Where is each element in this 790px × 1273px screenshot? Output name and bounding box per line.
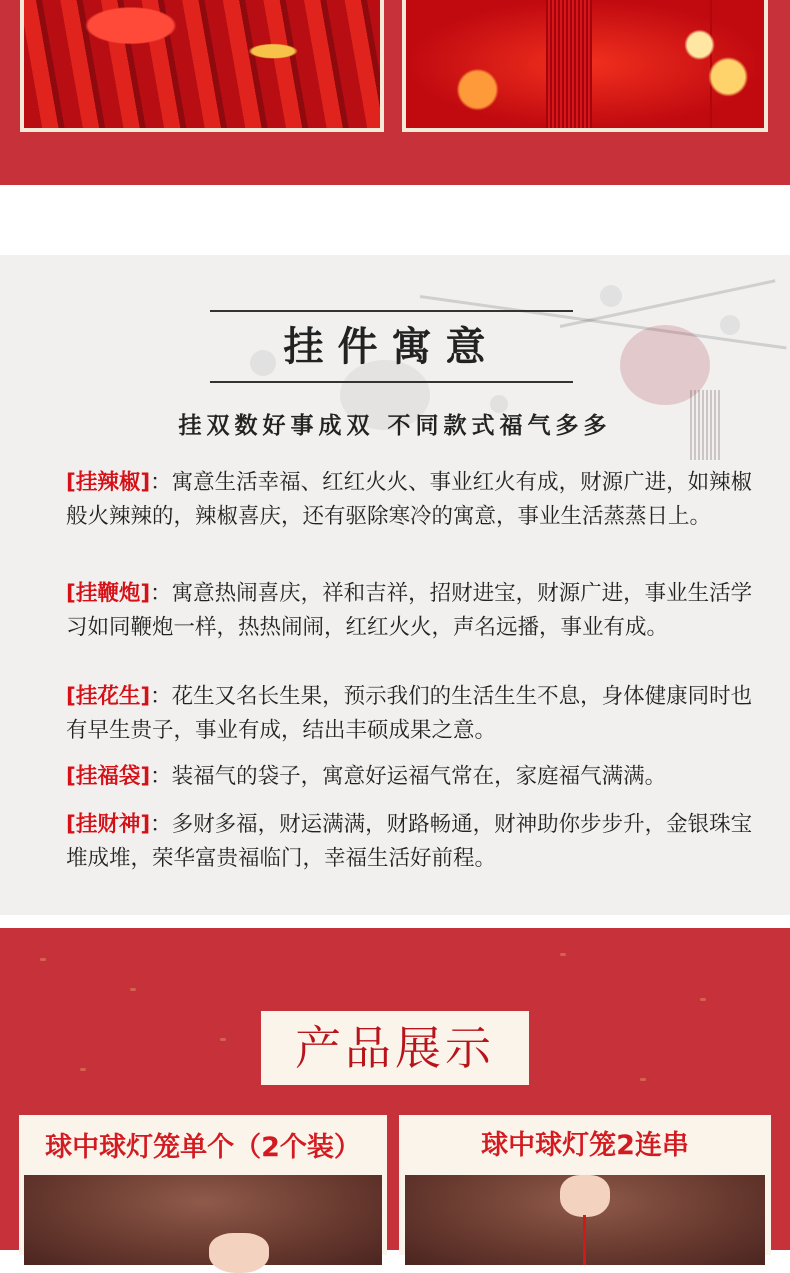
entry-tag: [挂鞭炮] bbox=[66, 581, 151, 606]
showcase-title: 产品展示 bbox=[295, 1021, 495, 1075]
entry-tag: [挂辣椒] bbox=[66, 470, 151, 495]
meaning-entry-peanut bbox=[66, 680, 756, 748]
entry-text: ：多财多福，财运满满，财路畅通，财神助你步步升，金银珠宝堆成堆，荣华富贵福临门，幸福生活好前程。 bbox=[66, 812, 753, 871]
hand-image bbox=[560, 1175, 610, 1217]
entry-tag: [挂财神] bbox=[66, 812, 151, 837]
gold-fleck-decoration bbox=[640, 1078, 646, 1081]
section-heading: 挂件寓意 bbox=[283, 323, 500, 370]
heading-rule-top bbox=[210, 310, 573, 312]
gold-fleck-decoration bbox=[700, 998, 706, 1001]
plum-blossom-decoration bbox=[720, 315, 740, 335]
entry-text: ：花生又名长生果，预示我们的生活生生不息，身体健康同时也有早生贵子，事业有成，结出丰硕成果之意。 bbox=[66, 684, 753, 743]
gold-fleck-decoration bbox=[40, 958, 46, 961]
gold-fleck-decoration bbox=[560, 953, 566, 956]
product-card-single[interactable] bbox=[19, 1115, 387, 1255]
meaning-entry-pepper bbox=[66, 466, 756, 534]
tassel-strands bbox=[546, 0, 592, 128]
section-subheading: 挂双数好事成双 不同款式福气多多 bbox=[178, 412, 612, 439]
product-photo bbox=[24, 1175, 382, 1265]
meaning-entry-wealth-god bbox=[66, 808, 756, 876]
entry-text: ：寓意生活幸福、红红火火、事业红火有成，财源广进，如辣椒般火辣辣的，辣椒喜庆，还有驱除寒冷的寓意，事业生活蒸蒸日上。 bbox=[66, 470, 753, 529]
top-red-band bbox=[0, 0, 790, 185]
entry-text: ：装福气的袋子，寓意好运福气常在，家庭福气满满。 bbox=[150, 764, 667, 789]
gold-fleck-decoration bbox=[220, 1038, 226, 1041]
hand-image bbox=[209, 1233, 269, 1273]
product-label: 球中球灯笼单个（2个装） bbox=[45, 1132, 361, 1163]
entry-tag: [挂花生] bbox=[66, 684, 151, 709]
meaning-entry-lucky-bag bbox=[66, 760, 756, 794]
entry-text: ：寓意热闹喜庆，祥和吉祥，招财进宝，财源广进，事业生活学习如同鞭炮一样，热热闹闹，红红火火，声名远播，事业有成。 bbox=[66, 581, 753, 640]
product-label: 球中球灯笼2连串 bbox=[481, 1130, 689, 1161]
gold-fleck-decoration bbox=[80, 1068, 86, 1071]
red-cord-image bbox=[583, 1215, 586, 1265]
plum-blossom-decoration bbox=[600, 285, 622, 307]
meaning-entry-firecracker bbox=[66, 577, 756, 645]
plum-branch-decoration bbox=[560, 279, 776, 328]
heading-rule-bottom bbox=[210, 381, 573, 383]
product-card-string[interactable] bbox=[399, 1115, 771, 1255]
red-tassel-photo bbox=[402, 0, 768, 132]
entry-tag: [挂福袋] bbox=[66, 764, 151, 789]
hanging-peppers-photo bbox=[20, 0, 384, 132]
product-photo bbox=[405, 1175, 765, 1265]
gold-fleck-decoration bbox=[130, 988, 136, 991]
